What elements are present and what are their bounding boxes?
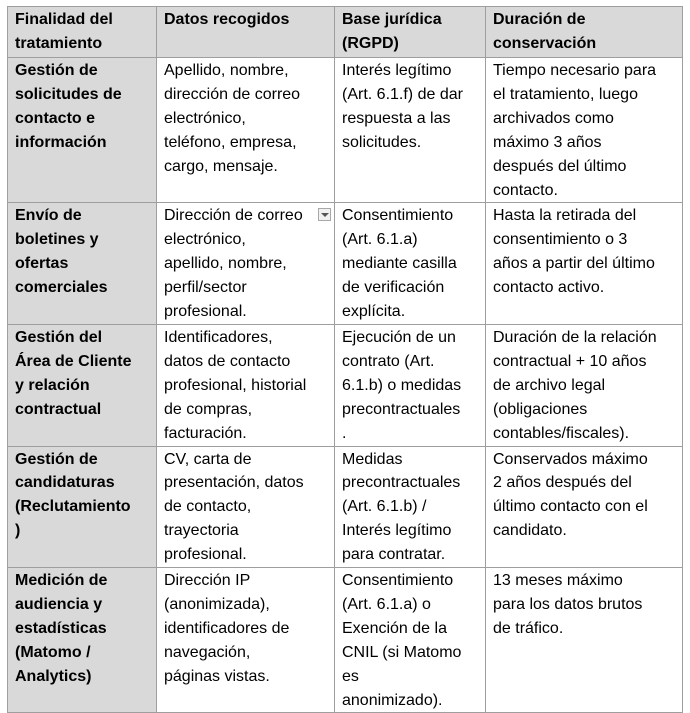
retention-text: Duración de la relación contractual + 10 años de archivo legal (obligaciones contables/fiscales).: [493, 328, 657, 442]
header-data-label: Datos recogidos: [164, 11, 290, 28]
purpose-text: Gestión del Área de Cliente y relación contractual: [15, 328, 132, 418]
collected-data-cell[interactable]: [157, 58, 335, 203]
legal-basis-text: Consentimiento (Art. 6.1.a) mediante casilla de verificación explícita.: [342, 207, 457, 321]
purpose-cell[interactable]: [8, 324, 157, 446]
collected-data-text: CV, carta de presentación, datos de contacto, trayectoria profesional.: [164, 450, 304, 564]
purpose-text: Envío de boletines y ofertas comerciales: [15, 207, 108, 297]
table-row: [8, 324, 683, 446]
collected-data-cell[interactable]: [157, 324, 335, 446]
table-row: [8, 446, 683, 568]
header-cell-data[interactable]: [157, 7, 335, 58]
header-purpose-label: Finalidad del tratamiento: [15, 11, 113, 52]
legal-basis-text: Medidas precontractuales (Art. 6.1.b) / Interés legítimo para contratar.: [342, 450, 461, 564]
retention-cell[interactable]: [486, 446, 683, 568]
header-basis-label: Base jurídica (RGPD): [342, 11, 442, 52]
legal-basis-cell[interactable]: [335, 58, 486, 203]
legal-basis-text: Ejecución de un contrato (Art. 6.1.b) o medidas precontractuales .: [342, 328, 462, 442]
retention-text: 13 meses máximo para los datos brutos de tráfico.: [493, 572, 643, 637]
retention-text: Tiempo necesario para el tratamiento, luego archivados como máximo 3 años después del último contacto.: [493, 62, 657, 199]
table-row: [8, 203, 683, 325]
purpose-text: Medición de audiencia y estadísticas (Matomo / Analytics): [15, 572, 108, 685]
gdpr-processing-table: [7, 6, 683, 713]
collected-data-cell[interactable]: [157, 446, 335, 568]
collected-data-cell[interactable]: [157, 568, 335, 713]
retention-cell[interactable]: [486, 58, 683, 203]
legal-basis-text: Interés legítimo (Art. 6.1.f) de dar respuesta a las solicitudes.: [342, 62, 463, 151]
purpose-cell[interactable]: [8, 446, 157, 568]
retention-cell[interactable]: [486, 568, 683, 713]
legal-basis-cell[interactable]: [335, 568, 486, 713]
legal-basis-cell[interactable]: [335, 203, 486, 325]
table-row: [8, 58, 683, 203]
chevron-down-icon[interactable]: [318, 208, 331, 221]
purpose-cell[interactable]: [8, 203, 157, 325]
legal-basis-cell[interactable]: [335, 446, 486, 568]
table-row: [8, 568, 683, 713]
retention-text: Conservados máximo 2 años después del último contacto con el candidato.: [493, 450, 648, 540]
collected-data-first-line: Dirección de correo: [164, 207, 303, 225]
purpose-text: Gestión de solicitudes de contacto e información: [15, 62, 122, 151]
purpose-cell[interactable]: [8, 568, 157, 713]
legal-basis-text: Consentimiento (Art. 6.1.a) o Exención de la CNIL (si Matomo es anonimizado).: [342, 572, 462, 709]
collected-data-cell-dropdown[interactable]: [157, 203, 335, 325]
retention-text: Hasta la retirada del consentimiento o 3 años a partir del último contacto activo.: [493, 207, 655, 297]
header-cell-retention[interactable]: [486, 7, 683, 58]
retention-cell[interactable]: [486, 324, 683, 446]
header-row: [8, 7, 683, 58]
header-cell-purpose[interactable]: [8, 7, 157, 58]
legal-basis-cell[interactable]: [335, 324, 486, 446]
collected-data-text: Identificadores, datos de contacto profesional, historial de compras, facturación.: [164, 328, 307, 442]
header-cell-basis[interactable]: [335, 7, 486, 58]
purpose-cell[interactable]: [8, 58, 157, 203]
collected-data-text: Apellido, nombre, dirección de correo electrónico, teléfono, empresa, cargo, mensaje.: [164, 62, 301, 175]
collected-data-text: electrónico, apellido, nombre, perfil/sector profesional.: [164, 231, 287, 321]
purpose-text: Gestión de candidaturas (Reclutamiento ): [15, 450, 131, 540]
retention-cell[interactable]: [486, 203, 683, 325]
collected-data-text: Dirección IP (anonimizada), identificadores de navegación, páginas vistas.: [164, 572, 290, 685]
header-retention-label: Duración de conservación: [493, 11, 597, 52]
